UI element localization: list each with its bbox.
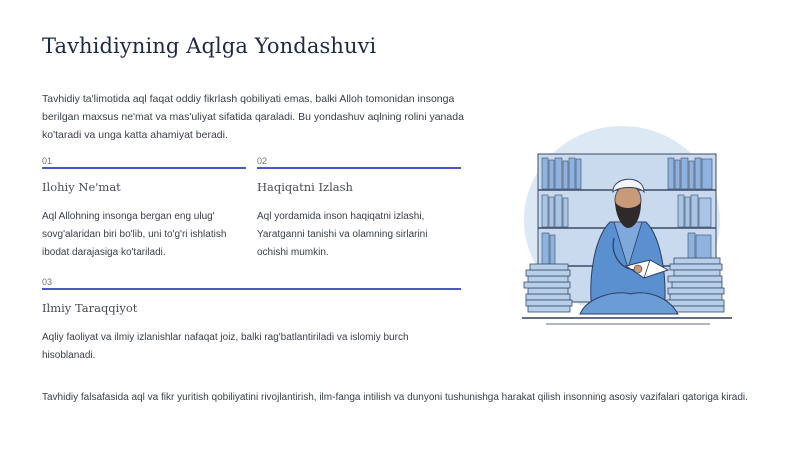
section-number: 01: [42, 156, 53, 166]
section-title: Ilohiy Ne'mat: [42, 180, 121, 194]
scholar-reading-book-illustration: [518, 118, 736, 330]
section-number: 03: [42, 277, 53, 287]
page-title: Tavhidiyning Aqlga Yondashuvi: [42, 34, 377, 58]
section-1: [42, 156, 246, 262]
section-text: Aqliy faoliyat va ilmiy izlanishlar nafaqat joiz, balki rag'batlantiriladi va islomiy burch hisoblanadi.: [42, 332, 409, 361]
section-divider: [257, 167, 461, 169]
section-2: [257, 156, 461, 262]
section-text: Aql Allohning insonga bergan eng ulug' sovg'alaridan biri bo'lib, uni to'g'ri ishlatish ibodat darajasiga ko'tariladi.: [42, 211, 227, 258]
book-stack-left: [524, 264, 572, 312]
section-3: [42, 277, 461, 365]
intro-paragraph: Tavhidiy ta'limotida aql faqat oddiy fikrlash qobiliyati emas, balki Alloh tomonidan insonga berilgan maxsus ne'mat va mas'uliyat sifatida qaraladi. Bu yondashuv aqlning rolini yanada ko'taradi va unga katta ahamiyat beradi.: [42, 93, 464, 141]
section-text: Aql yordamida inson haqiqatni izlashi, Yaratganni tanishi va olamning sirlarini ochishi mumkin.: [257, 211, 428, 258]
section-divider: [42, 167, 246, 169]
section-divider: [42, 288, 461, 290]
book-stack-right: [666, 258, 724, 312]
section-number: 02: [257, 156, 268, 166]
section-title: Haqiqatni Izlash: [257, 180, 353, 194]
section-title: Ilmiy Taraqqiyot: [42, 301, 138, 315]
footer-paragraph: Tavhidiy falsafasida aql va fikr yuritish qobiliyatini rivojlantirish, ilm-fanga intilish va dunyoni tushunishga harakat qilish insonning asosiy vazifalari qatoriga kiradi.: [42, 392, 748, 403]
